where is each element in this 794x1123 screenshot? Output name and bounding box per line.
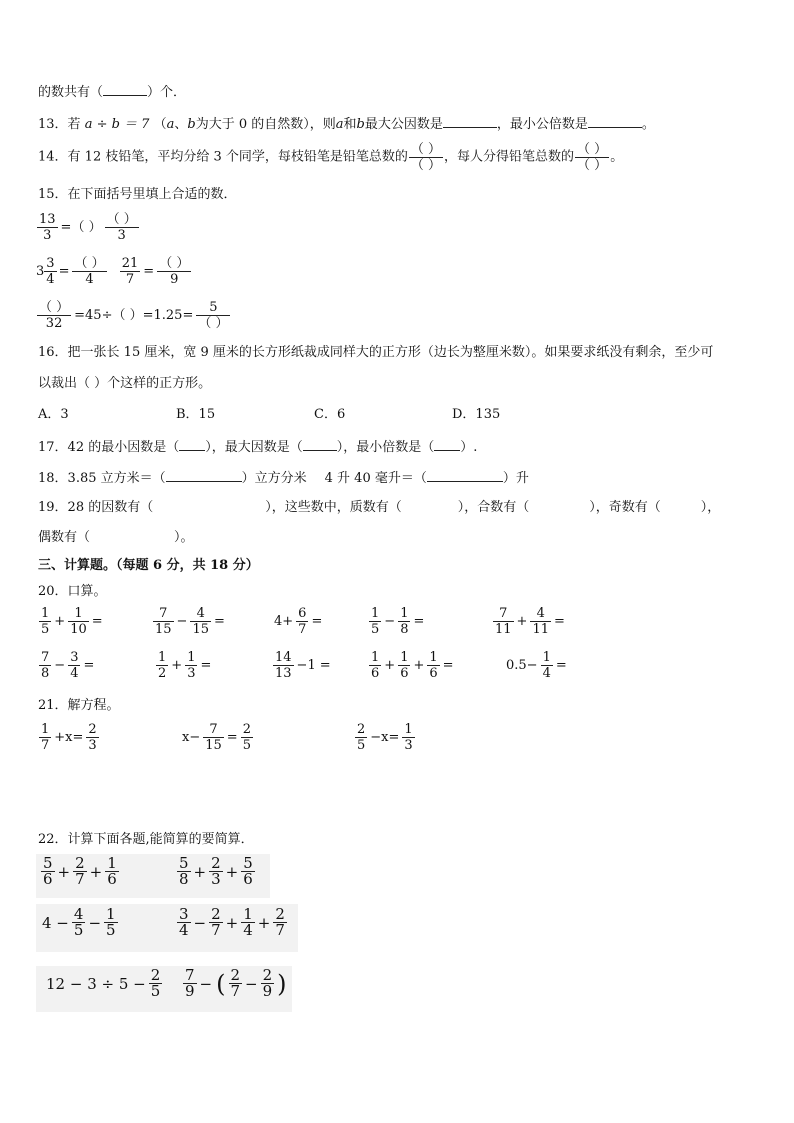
option-b[interactable]: B．15 <box>176 407 216 422</box>
answer-blank[interactable] <box>179 437 205 451</box>
fraction: $\frac{7}{15}$ <box>205 722 222 753</box>
fraction: $\frac{2}{7}$ <box>211 905 221 939</box>
math-operator: + <box>225 913 239 932</box>
fraction: $\frac{1}{3}$ <box>187 650 196 681</box>
math-operator: + <box>516 613 528 629</box>
fraction: $\frac{7}{9}$ <box>185 966 195 1000</box>
math-operator: 12 − 3 ÷ 5 − <box>46 974 146 993</box>
math-operator: −1 <box>296 657 316 673</box>
math-operator: − <box>384 613 396 629</box>
equals-sign: = <box>83 657 95 673</box>
option-c[interactable]: C．6 <box>314 407 346 422</box>
fraction: $\frac{2}{7}$ <box>230 966 241 1000</box>
math-operator: − <box>193 913 207 932</box>
equals-sign: = <box>413 613 425 629</box>
fraction: $\frac{7}{11}$ <box>495 606 512 637</box>
fraction: $\frac{1}{2}$ <box>158 650 167 681</box>
fraction: $\frac{6}{7}$ <box>298 606 307 637</box>
math-expression <box>44 968 163 999</box>
q15-row-1: $\frac{13}{3}$ =（ ） （ ） 3 <box>39 212 137 243</box>
math-operator: − <box>176 613 188 629</box>
math-operator: −x= <box>370 729 400 745</box>
section-title: 三、计算题。（每题 6 分，共 18 分） <box>38 558 259 573</box>
math-expression <box>368 606 426 637</box>
option-d[interactable]: D．135 <box>452 407 501 422</box>
question-16-line-1: 16．把一张长 15 厘米，宽 9 厘米的长方形纸裁成同样大的正方形（边长为整厘米数）。如果要求纸没有剩余，至少可 <box>38 345 714 360</box>
fraction: $\frac{2}{5}$ <box>242 722 251 753</box>
fraction-blank[interactable]: （ ） 32 <box>39 300 70 331</box>
fraction: $\frac{14}{13}$ <box>275 650 292 681</box>
math-operator: ) <box>277 969 287 998</box>
fraction: $\frac{5}{6}$ <box>43 854 53 888</box>
fraction: $\frac{2}{3}$ <box>211 854 221 888</box>
option-a[interactable]: A．3 <box>38 407 69 422</box>
question-22-title: 22．计算下面各题,能简算的要简算． <box>38 832 254 847</box>
gcd-blank[interactable] <box>443 114 497 128</box>
fraction-blank[interactable]: （ ） （ ） <box>577 142 608 173</box>
fraction: $\frac{7}{8}$ <box>41 650 50 681</box>
math-operator: − <box>54 657 66 673</box>
fraction: $\frac{7}{15}$ <box>155 606 172 637</box>
math-expression <box>182 968 289 999</box>
fraction: $\frac{2}{7}$ <box>75 854 85 888</box>
fraction: $\frac{5}{6}$ <box>243 854 253 888</box>
question-15-title: 15．在下面括号里填上合适的数． <box>38 187 237 202</box>
math-operator: + <box>413 657 425 673</box>
math-expression <box>354 722 416 753</box>
math-expression <box>38 722 100 753</box>
answer-blank[interactable] <box>434 437 460 451</box>
math-expression <box>180 722 254 753</box>
fraction: $\frac{1}{5}$ <box>41 606 50 637</box>
question-19-line-1: 19．28 的因数有（ ），这些数中，质数有（ ），合数有（ ），奇数有（ ）， <box>38 500 721 515</box>
question-21-title: 21．解方程。 <box>38 698 120 713</box>
equals-sign: = <box>91 613 103 629</box>
math-operator: = <box>226 729 238 745</box>
math-expression <box>368 650 456 681</box>
math-operator: + <box>171 657 183 673</box>
fraction: $\frac{3}{4}$ <box>179 905 189 939</box>
math-operator: − <box>88 913 102 932</box>
q12-tail: 的数共有（ ）个． <box>38 82 186 102</box>
math-operator: 4 − <box>42 913 69 932</box>
answer-blank[interactable] <box>103 82 147 96</box>
fraction: $\frac{2}{5}$ <box>150 966 161 1000</box>
fraction: $\frac{2}{3}$ <box>88 722 97 753</box>
question-13: 13．若 a ÷ b ＝ 7 （a、b为大于 0 的自然数），则a和b最大公因数是 ，最小公倍数是 。 <box>38 114 655 134</box>
equals-sign: = <box>555 657 567 673</box>
math-expression <box>40 856 120 887</box>
question-19-line-2: 偶数有（ ）。 <box>38 530 194 545</box>
fraction-blank[interactable]: 5 （ ） <box>198 300 229 331</box>
math-operator: + <box>257 913 271 932</box>
math-operator: + <box>193 862 207 881</box>
math-operator: + <box>225 862 239 881</box>
fraction-blank[interactable]: （ ） 9 <box>159 256 190 287</box>
equals-sign: = <box>319 657 331 673</box>
fraction-blank[interactable]: （ ） 4 <box>74 256 105 287</box>
lcm-blank[interactable] <box>588 114 642 128</box>
q15-row-2: 3 $\frac{3}{4}$ = （ ） 4 $\frac{21}{7}$ = （ ） 9 <box>36 256 190 287</box>
math-expression <box>272 650 333 681</box>
fraction: $\frac{2}{7}$ <box>275 905 285 939</box>
fraction: $\frac{2}{5}$ <box>357 722 366 753</box>
fraction: $\frac{3}{4}$ <box>70 650 79 681</box>
fraction: $\frac{4}{11}$ <box>532 606 549 637</box>
equals-sign: = <box>442 657 454 673</box>
fraction: $\frac{1}{8}$ <box>400 606 409 637</box>
math-operator: 4+ <box>274 613 294 629</box>
question-14: 14．有 12 枝铅笔，平均分给 3 个同学，每枝铅笔是铅笔总数的 （ ） （ ） ，每人分得铅笔总数的 （ ） （ ） 。 <box>38 142 624 173</box>
math-expression <box>155 650 213 681</box>
answer-blank[interactable] <box>166 468 242 482</box>
math-operator: + <box>384 657 396 673</box>
math-operator: +x= <box>54 729 84 745</box>
question-17: 17．42 的最小因数是（ ），最大因数是（ ），最小倍数是（ ）. <box>38 437 477 457</box>
fraction: $\frac{4}{5}$ <box>73 905 84 939</box>
fraction: $\frac{1}{4}$ <box>243 905 253 939</box>
math-expression <box>40 907 119 938</box>
fraction: $\frac{5}{8}$ <box>179 854 189 888</box>
q15-row-3: （ ） 32 =45÷（ ）=1.25= 5 （ ） <box>39 300 229 331</box>
answer-blank[interactable] <box>427 468 503 482</box>
fraction: $\frac{1}{6}$ <box>400 650 409 681</box>
math-expression <box>176 856 256 887</box>
fraction: $\frac{1}{5}$ <box>371 606 380 637</box>
fraction: $\frac{1}{6}$ <box>107 854 117 888</box>
fraction: $\frac{1}{6}$ <box>429 650 438 681</box>
math-operator: + <box>57 862 71 881</box>
math-operator: + <box>89 862 103 881</box>
math-expression <box>38 650 96 681</box>
fraction: $\frac{1}{4}$ <box>542 650 551 681</box>
equals-sign: = <box>311 613 323 629</box>
fraction-blank[interactable]: （ ） 3 <box>106 212 137 243</box>
fraction: $\frac{1}{3}$ <box>404 722 413 753</box>
math-expression <box>176 907 288 938</box>
math-operator: ( <box>216 969 226 998</box>
math-operator: − <box>199 974 213 993</box>
answer-blank[interactable] <box>303 437 337 451</box>
math-expression <box>492 606 567 637</box>
question-16-line-2: 以裁出（ ）个这样的正方形。 <box>38 376 212 391</box>
math-expression <box>272 606 324 637</box>
equals-sign: = <box>200 657 212 673</box>
fraction: $\frac{1}{6}$ <box>371 650 380 681</box>
question-20-title: 20．口算。 <box>38 584 107 599</box>
equals-sign: = <box>554 613 565 629</box>
math-operator: x− <box>182 729 201 745</box>
math-operator: − <box>245 974 258 993</box>
fraction-blank[interactable]: （ ） （ ） <box>410 142 442 173</box>
math-expression <box>38 606 105 637</box>
math-operator: + <box>54 613 66 629</box>
fraction: $\frac{2}{9}$ <box>262 966 273 1000</box>
equals-sign: = <box>214 613 225 629</box>
fraction: $\frac{4}{15}$ <box>192 606 209 637</box>
math-operator: 0.5− <box>506 657 538 673</box>
math-expression <box>152 606 227 637</box>
fraction: $\frac{1}{7}$ <box>41 722 50 753</box>
fraction: $\frac{1}{5}$ <box>106 905 116 939</box>
question-18: 18．3.85 立方米＝（ ）立方分米 4 升 40 毫升＝（ ）升 <box>38 468 529 488</box>
math-expression <box>504 650 569 681</box>
fraction: $\frac{1}{10}$ <box>70 606 87 637</box>
